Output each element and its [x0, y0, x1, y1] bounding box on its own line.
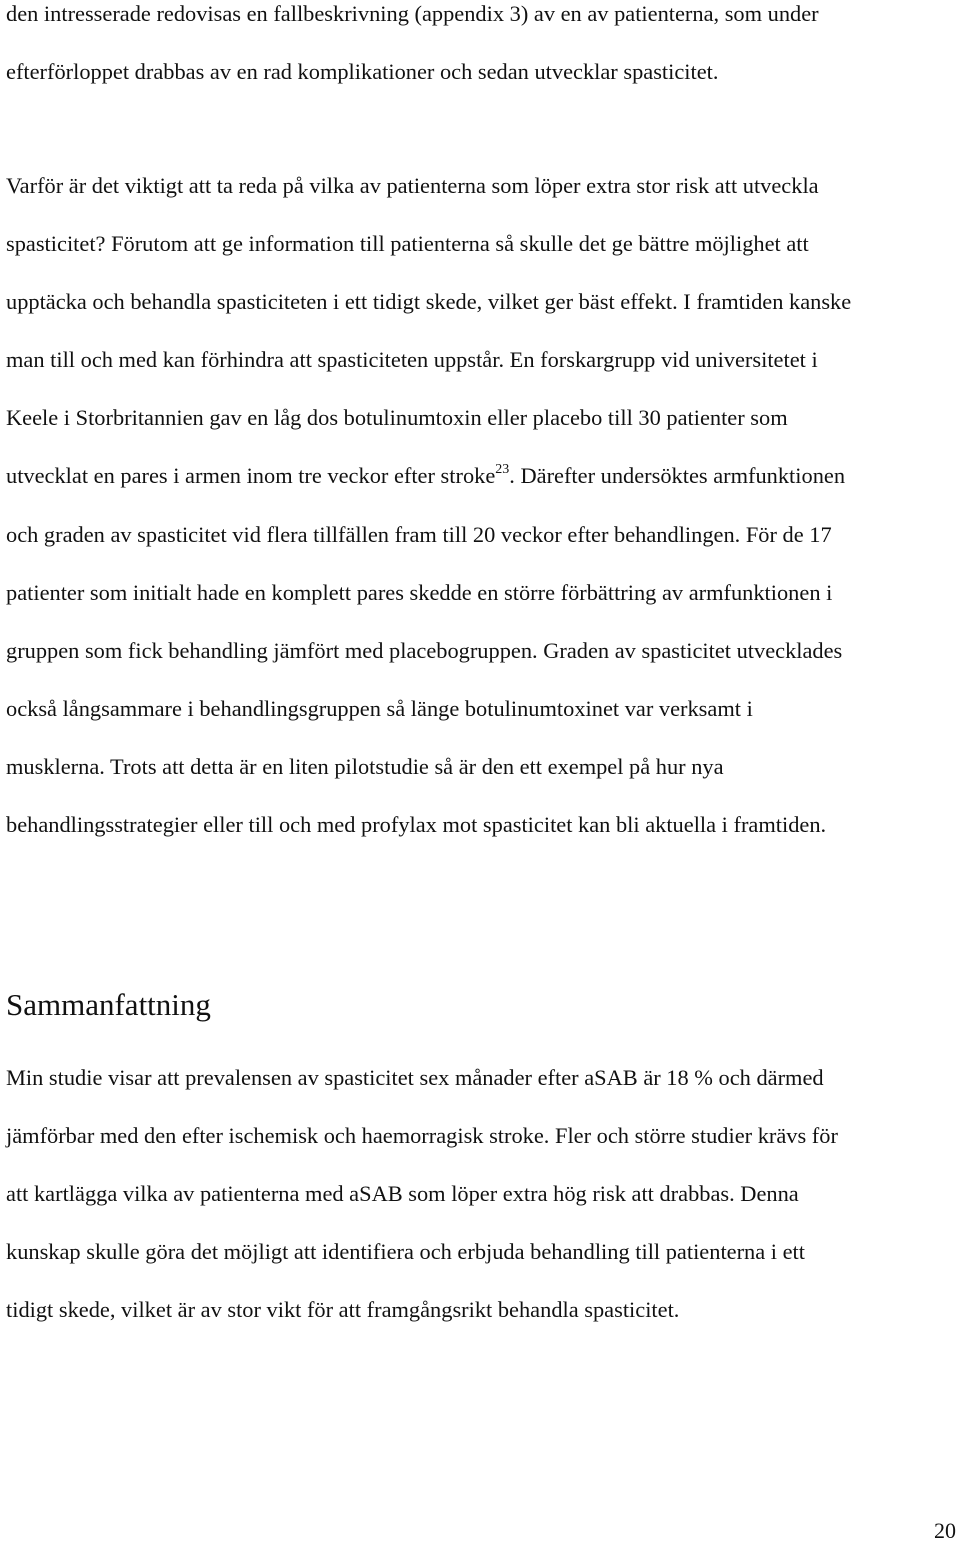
text-line: spasticitet? Förutom att ge information till patienterna så skulle det ge bättre möjlighet att	[6, 231, 809, 256]
text-line: upptäcka och behandla spasticiteten i ett tidigt skede, vilket ger bäst effekt. I framtiden kanske	[6, 289, 852, 314]
text-line: den intresserade redovisas en fallbeskrivning (appendix 3) av en av patienterna, som under	[6, 1, 819, 26]
text-segment: utvecklat en pares i armen inom tre veckor efter stroke	[6, 463, 496, 488]
text-line: behandlingsstrategier eller till och med profylax mot spasticitet kan bli aktuella i framtiden.	[6, 812, 827, 837]
text-line: patienter som initialt hade en komplett pares skedde en större förbättring av armfunktionen i	[6, 580, 833, 605]
text-line: jämförbar med den efter ischemisk och haemorragisk stroke. Fler och större studier krävs för	[6, 1123, 838, 1148]
text-line: man till och med kan förhindra att spasticiteten uppstår. En forskargrupp vid universitetet i	[6, 347, 818, 372]
text-line: och graden av spasticitet vid flera tillfällen fram till 20 veckor efter behandlingen. För de 17	[6, 522, 832, 547]
text-line: att kartlägga vilka av patienterna med aSAB som löper extra hög risk att drabbas. Denna	[6, 1181, 799, 1206]
text-line: musklerna. Trots att detta är en liten pilotstudie så är den ett exempel på hur nya	[6, 754, 724, 779]
text-segment: . Därefter undersöktes armfunktionen	[509, 463, 846, 488]
text-line: gruppen som fick behandling jämfört med placebogruppen. Graden av spasticitet utvecklades	[6, 638, 843, 663]
citation-reference: 23	[495, 462, 510, 477]
text-line: Varför är det viktigt att ta reda på vilka av patienterna som löper extra stor risk att utveckla	[6, 173, 819, 198]
text-line: kunskap skulle göra det möjligt att identifiera och erbjuda behandling till patienterna i ett	[6, 1239, 805, 1264]
text-line: efterförloppet drabbas av en rad komplikationer och sedan utvecklar spasticitet.	[6, 59, 719, 84]
page-number: 20	[934, 1518, 956, 1543]
text-line-with-reference	[6, 462, 845, 494]
text-line: tidigt skede, vilket är av stor vikt för att framgångsrikt behandla spasticitet.	[6, 1297, 680, 1322]
text-line: Min studie visar att prevalensen av spasticitet sex månader efter aSAB är 18 % och därmed	[6, 1065, 824, 1090]
text-line: Keele i Storbritannien gav en låg dos botulinumtoxin eller placebo till 30 patienter som	[6, 405, 788, 430]
text-line: också långsammare i behandlingsgruppen så länge botulinumtoxinet var verksamt i	[6, 696, 753, 721]
section-heading: Sammanfattning	[6, 987, 211, 1022]
